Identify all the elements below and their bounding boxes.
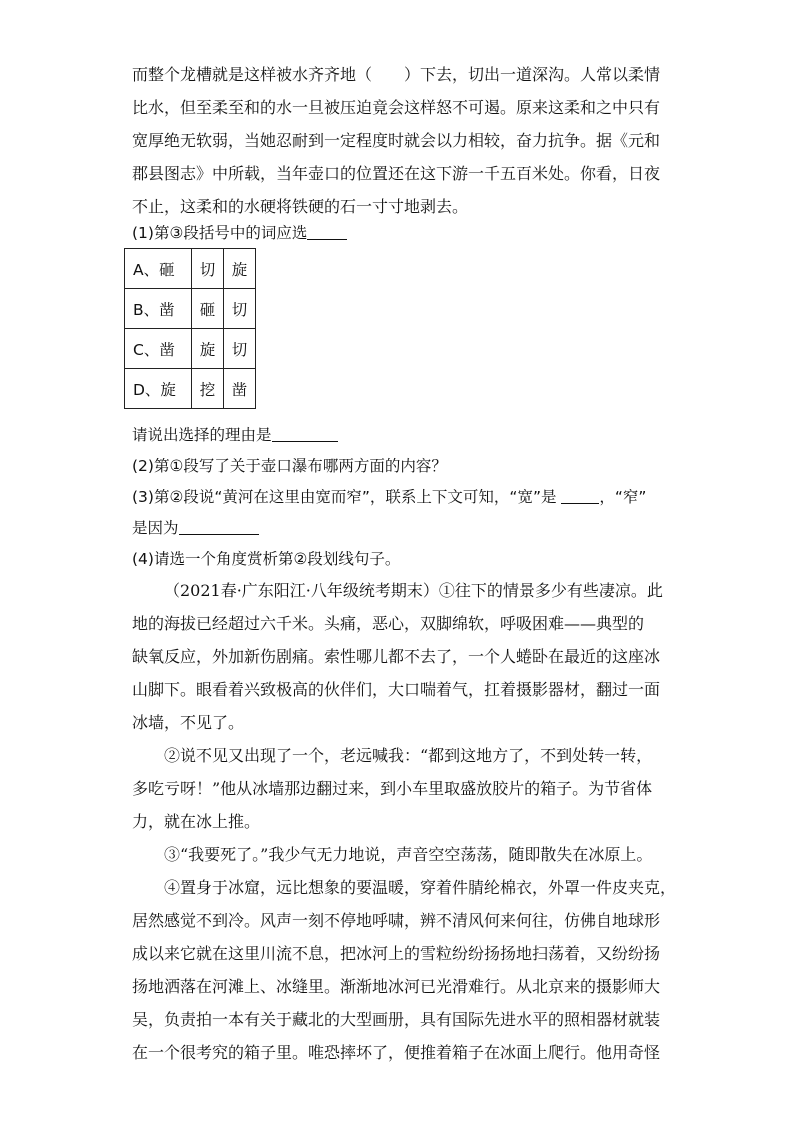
- passage-b-line: 吴，负责拍一本有关于藏北的大型画册，具有国际先进水平的照相器材就装: [132, 1010, 661, 1029]
- passage-a-line: 宽厚绝无软弱，当她忍耐到一定程度时就会以力相较，奋力抗争。据《元和: [132, 131, 661, 150]
- passage-b-line: 冰墙，不见了。: [132, 713, 245, 732]
- option-cell: 切: [224, 329, 256, 369]
- table-row[interactable]: [125, 289, 256, 329]
- table-row[interactable]: [125, 329, 256, 369]
- passage-a: [132, 58, 666, 223]
- passage-a-line: 比水，但至柔至和的水一旦被压迫竟会这样怒不可遏。原来这柔和之中只有: [132, 98, 661, 117]
- passage-b-line: 扬地洒落在河滩上、冰缝里。渐渐地冰河已光滑难行。从北京来的摄影师大: [132, 977, 661, 996]
- passage-b-line: （2021春·广东阳江·八年级统考期末）①往下的情景多少有些凄凉。此: [164, 581, 663, 600]
- passage-b-line: ④置身于冰窟，远比想象的要温暖，穿着件腈纶棉衣，外罩一件皮夹克，: [164, 878, 677, 897]
- option-cell: 旋: [224, 249, 256, 289]
- question-3-text: ，“窄”: [599, 488, 647, 506]
- passage-a-line: 而整个龙槽就是这样被水齐齐地（ ）下去，切出一道深沟。人常以柔情: [132, 65, 661, 84]
- passage-b: [132, 574, 677, 1069]
- answer-blank[interactable]: [179, 518, 259, 535]
- option-cell: B、凿: [125, 289, 192, 329]
- passage-b-line: 缺氧反应，外加新伤剧痛。索性哪儿都不去了，一个人蜷卧在最近的这座冰: [132, 647, 661, 666]
- answer-blank[interactable]: [272, 425, 338, 442]
- option-cell: 挖: [192, 369, 224, 409]
- option-cell: D、旋: [125, 369, 192, 409]
- question-block: [132, 420, 666, 575]
- passage-b-line: 成以来它就在这里川流不息，把冰河上的雪粒纷纷扬扬地扫荡着，又纷纷扬: [132, 944, 661, 963]
- passage-b-line: ②说不见又出现了一个，老远喊我：“都到这地方了，不到处转一转，: [164, 746, 653, 765]
- question-1: [132, 218, 666, 249]
- reason-text: 请说出选择的理由是: [132, 426, 272, 444]
- option-cell: 旋: [192, 329, 224, 369]
- option-cell: 切: [224, 289, 256, 329]
- question-1-text: (1)第③段括号中的词应选: [132, 224, 308, 242]
- answer-blank[interactable]: [307, 223, 347, 240]
- passage-b-line: 山脚下。眼看着兴致极高的伙伴们，大口喘着气，扛着摄影器材，翻过一面: [132, 680, 661, 699]
- question-2: (2)第①段写了关于壶口瀑布哪两方面的内容？: [132, 457, 447, 475]
- option-cell: 凿: [224, 369, 256, 409]
- passage-b-line: 居然感觉不到冷。风声一刻不停地呼啸，辨不清风何来何往，仿佛自地球形: [132, 911, 661, 930]
- question-3-text: 是因为: [132, 519, 179, 537]
- option-cell: C、凿: [125, 329, 192, 369]
- question-4: (4)请选一个角度赏析第②段划线句子。: [132, 550, 401, 568]
- option-cell: A、砸: [125, 249, 192, 289]
- passage-b-line: 多吃亏呀！”他从冰墙那边翻过来，到小车里取盛放胶片的箱子。为节省体: [132, 779, 653, 798]
- table-row[interactable]: [125, 249, 256, 289]
- answer-blank[interactable]: [561, 487, 599, 504]
- question-3-text: (3)第②段说“黄河在这里由宽而窄”，联系上下文可知，“宽”是: [132, 488, 562, 506]
- option-cell: 砸: [192, 289, 224, 329]
- passage-a-line: 郡县图志》中所载，当年壶口的位置还在这下游一千五百米处。你看，日夜: [132, 164, 661, 183]
- option-cell: 切: [192, 249, 224, 289]
- passage-b-line: ③“我要死了。”我少气无力地说，声音空空荡荡，随即散失在冰原上。: [164, 845, 653, 864]
- passage-a-line: 不止，这柔和的水硬将铁硬的石一寸寸地剥去。: [132, 197, 469, 216]
- passage-b-line: 在一个很考究的箱子里。唯恐摔坏了，便推着箱子在冰面上爬行。他用奇怪: [132, 1043, 661, 1062]
- table-row[interactable]: [125, 369, 256, 409]
- passage-b-line: 力，就在冰上推。: [132, 812, 261, 831]
- options-table: [124, 248, 256, 409]
- passage-b-line: 地的海拔已经超过六千米。头痛，恶心，双脚绵软，呼吸困难——典型的: [132, 614, 645, 633]
